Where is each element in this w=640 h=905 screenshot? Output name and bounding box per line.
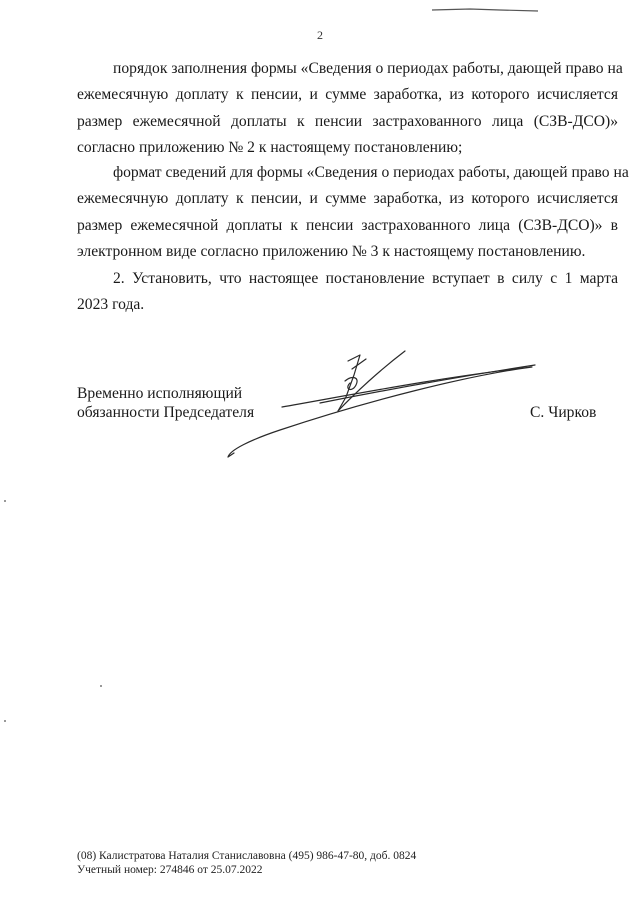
paragraph-appendix-3 [77,160,629,266]
position-line-2: обязанности Председателя [77,404,255,421]
signatory-name: С. Чирков [530,404,597,421]
text-line: электронном виде согласно приложению № 3 к настоящему постановлению. [77,243,586,261]
scan-speck [100,685,102,687]
page-number: 2 [317,28,323,42]
text-line: формат сведений для формы «Сведения о периодах работы, дающей право на [113,164,629,181]
text-line: 2023 года. [77,296,145,314]
footer-registration: Учетный номер: 274846 от 25.07.2022 [77,864,263,876]
text-line: размер ежемесячной доплаты к пенсии застрахованного лица (СЗВ-ДСО)» в [77,216,618,234]
text-line: согласно приложению № 2 к настоящему постановлению; [77,139,463,157]
text-line: порядок заполнения формы «Сведения о периодах работы, дающей право на [113,60,623,77]
paragraph-appendix-2 [77,56,623,162]
handwritten-signature [220,345,550,465]
document-footer [77,849,416,877]
paragraph-effective-date [77,266,618,319]
text-line: ежемесячную доплату к пенсии, и сумме заработка, из которого исчисляется [77,86,618,104]
scan-speck [4,500,6,502]
text-line: размер ежемесячной доплаты к пенсии застрахованного лица (СЗВ-ДСО)» [77,112,618,130]
text-line: ежемесячную доплату к пенсии, и сумме заработка, из которого исчисляется [77,190,618,208]
footer-contact: (08) Калистратова Наталия Станиславовна (495) 986-47-80, доб. 0824 [77,850,417,862]
text-line: 2. Установить, что настоящее постановление вступает в силу с 1 марта [113,270,618,287]
scan-speck [4,720,6,722]
scan-mark [430,0,540,6]
position-line-1: Временно исполняющий [77,385,243,402]
